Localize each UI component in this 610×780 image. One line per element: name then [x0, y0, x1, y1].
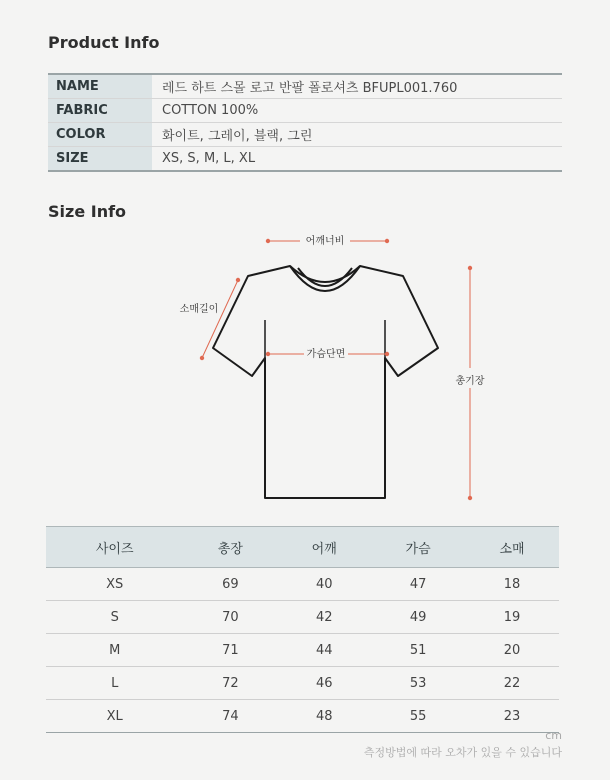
- table-cell: L: [46, 667, 183, 700]
- product-info-table: [48, 73, 562, 172]
- table-cell: 46: [277, 667, 371, 700]
- table-cell: 23: [465, 700, 559, 733]
- info-row-name: [48, 74, 562, 99]
- info-key: SIZE: [48, 147, 152, 172]
- product-info-title: Product Info: [48, 33, 160, 52]
- table-cell: XS: [46, 568, 183, 601]
- info-value: COTTON 100%: [152, 99, 562, 123]
- table-cell: 69: [183, 568, 277, 601]
- table-cell: 22: [465, 667, 559, 700]
- sleeve-label: 소매길이: [179, 304, 219, 315]
- tshirt-collar: [290, 266, 360, 291]
- table-cell: 44: [277, 634, 371, 667]
- table-cell: 40: [277, 568, 371, 601]
- measurement-note: 측정방법에 따라 오차가 있을 수 있습니다: [363, 746, 562, 759]
- table-cell: 18: [465, 568, 559, 601]
- info-value: 화이트, 그레이, 블랙, 그린: [152, 123, 562, 147]
- col-header: 가슴: [371, 527, 465, 568]
- info-row-size: [48, 147, 562, 172]
- table-cell: 72: [183, 667, 277, 700]
- table-row: [46, 700, 559, 733]
- table-cell: 71: [183, 634, 277, 667]
- info-key: NAME: [48, 74, 152, 99]
- table-cell: 47: [371, 568, 465, 601]
- chest-label: 가슴단면: [306, 349, 346, 360]
- col-header: 총장: [183, 527, 277, 568]
- shoulder-label: 어깨너비: [305, 236, 345, 247]
- table-row: [46, 667, 559, 700]
- unit-label: cm: [545, 729, 562, 742]
- col-header: 어깨: [277, 527, 371, 568]
- table-cell: M: [46, 634, 183, 667]
- table-row: [46, 634, 559, 667]
- table-cell: 49: [371, 601, 465, 634]
- table-cell: 74: [183, 700, 277, 733]
- tshirt-measurement-diagram: [0, 228, 610, 518]
- table-cell: 70: [183, 601, 277, 634]
- table-row: [46, 601, 559, 634]
- table-cell: 19: [465, 601, 559, 634]
- sleeve-measure: [200, 278, 240, 360]
- table-cell: 55: [371, 700, 465, 733]
- table-cell: S: [46, 601, 183, 634]
- col-header: 사이즈: [46, 527, 183, 568]
- info-row-color: [48, 123, 562, 147]
- table-cell: 48: [277, 700, 371, 733]
- table-cell: XL: [46, 700, 183, 733]
- info-key: FABRIC: [48, 99, 152, 123]
- length-label: 총기장: [455, 376, 485, 387]
- size-info-title: Size Info: [48, 202, 127, 221]
- info-value: XS, S, M, L, XL: [152, 147, 562, 172]
- info-value: 레드 하트 스몰 로고 반팔 폴로셔츠 BFUPL001.760: [152, 74, 562, 99]
- size-table: [46, 526, 559, 733]
- size-table-header: [46, 527, 559, 568]
- table-row: [46, 568, 559, 601]
- col-header: 소매: [465, 527, 559, 568]
- info-row-fabric: [48, 99, 562, 123]
- table-cell: 20: [465, 634, 559, 667]
- table-cell: 51: [371, 634, 465, 667]
- table-cell: 42: [277, 601, 371, 634]
- info-key: COLOR: [48, 123, 152, 147]
- tshirt-outline: [213, 266, 438, 498]
- table-cell: 53: [371, 667, 465, 700]
